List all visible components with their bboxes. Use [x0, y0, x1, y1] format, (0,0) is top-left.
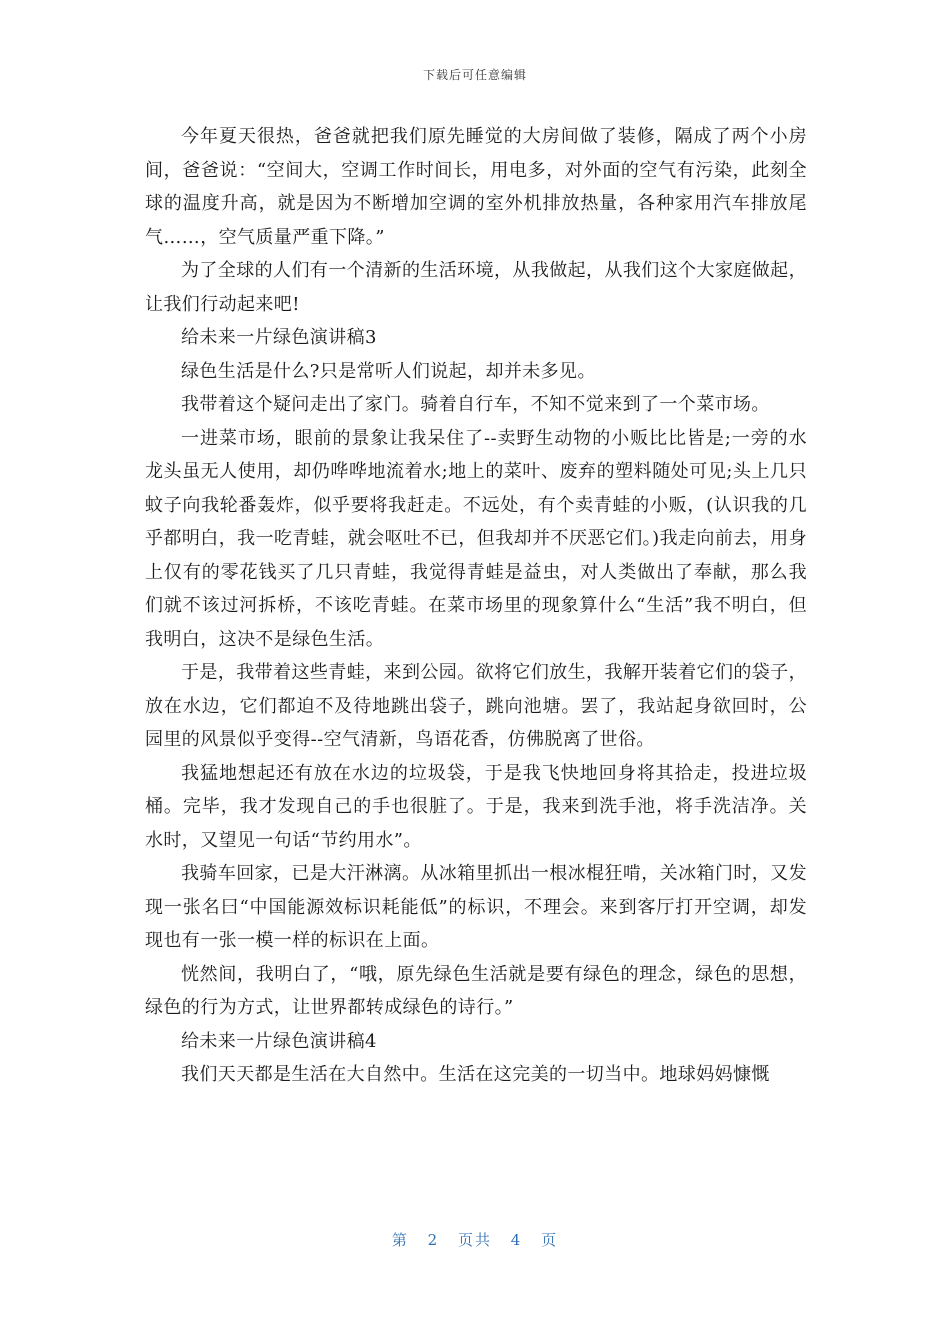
paragraph: 今年夏天很热，爸爸就把我们原先睡觉的大房间做了装修，隔成了两个小房间，爸爸说：“空间大，空调工作时间长，用电多，对外面的空气有污染，此刻全球的温度升高，就是因为不断增加空调的室外机排放热量，各种家用汽车排放尾气……，空气质量严重下降。” — [145, 126, 807, 248]
paragraph: 我骑车回家，已是大汗淋漓。从冰箱里抓出一根冰棍狂啃，关冰箱门时，又发现一张名曰“中国能源效标识耗能低”的标识，不理会。来到客厅打开空调，却发现也有一张一模一样的标识在上面。 — [145, 863, 807, 951]
footer-prefix: 第 — [391, 1231, 409, 1249]
paragraph: 我带着这个疑问走出了家门。骑着自行车，不知不觉来到了一个菜市场。 — [181, 394, 770, 415]
footer-suffix: 页 — [541, 1231, 559, 1249]
paragraph: 恍然间，我明白了，“哦，原先绿色生活就是要有绿色的理念，绿色的思想，绿色的行为方式，让世界都转成绿色的诗行。” — [145, 963, 807, 1018]
page-footer — [0, 1229, 950, 1250]
document-body — [145, 120, 807, 1092]
page-header: 下载后可任意编辑 — [422, 68, 527, 82]
paragraph: 我们天天都是生活在大自然中。生活在这完美的一切当中。地球妈妈慷慨 — [181, 1064, 770, 1085]
paragraph: 绿色生活是什么?只是常听人们说起，却并未多见。 — [181, 360, 596, 382]
footer-middle: 页共 — [457, 1231, 492, 1249]
total-pages-number: 4 — [510, 1231, 523, 1249]
current-page-number: 2 — [427, 1231, 440, 1249]
section-heading: 给未来一片绿色演讲稿4 — [181, 1030, 377, 1052]
paragraph: 于是，我带着这些青蛙，来到公园。欲将它们放生，我解开装着它们的袋子，放在水边，它们都迫不及待地跳出袋子，跳向池塘。罢了，我站起身欲回时，公园里的风景似乎变得--空气清新，鸟语花香，仿佛脱离了世俗。 — [145, 662, 807, 750]
paragraph: 为了全球的人们有一个清新的生活环境，从我做起，从我们这个大家庭做起，让我们行动起来吧! — [145, 260, 807, 315]
paragraph: 我猛地想起还有放在水边的垃圾袋，于是我飞快地回身将其拾走，投进垃圾桶。完毕，我才发现自己的手也很脏了。于是，我来到洗手池，将手洗洁净。关水时，又望见一句话“节约用水”。 — [145, 762, 807, 851]
paragraph: 一进菜市场，眼前的景象让我呆住了--卖野生动物的小贩比比皆是;一旁的水龙头虽无人使用，却仍哗哗地流着水;地上的菜叶、废弃的塑料随处可见;头上几只蚊子向我轮番轰炸，似乎要将我赶走。不远处，有个卖青蛙的小贩，(认识我的几乎都明白，我一吃青蛙，就会呕吐不已，但我却并不厌恶它们。)我走向前去，用身上仅有的零花钱买了几只青蛙，我觉得青蛙是益虫，对人类做出了奉献，那么我们就不该过河拆桥，不该吃青蛙。在菜市场里的现象算什么“生活”我不明白，但我明白，这决不是绿色生活。 — [145, 427, 807, 650]
section-heading: 给未来一片绿色演讲稿3 — [181, 327, 377, 348]
